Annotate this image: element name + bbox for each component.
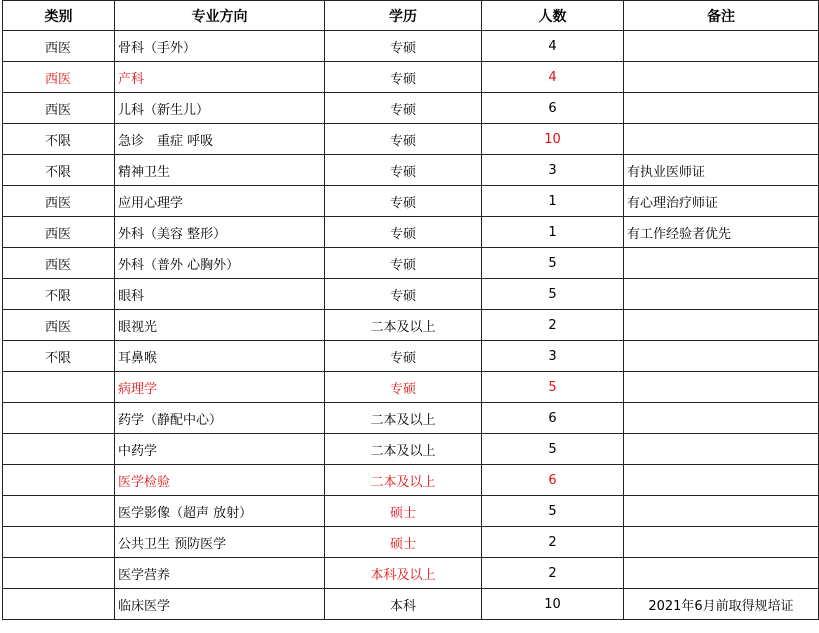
category-cell xyxy=(3,496,115,527)
education-cell: 硕士 xyxy=(325,527,482,558)
education-cell: 专硕 xyxy=(325,124,482,155)
note-cell xyxy=(624,465,819,496)
table-row xyxy=(3,372,819,403)
major-cell: 公共卫生 预防医学 xyxy=(115,527,325,558)
category-cell: 西医 xyxy=(3,31,115,62)
category-cell xyxy=(3,465,115,496)
education-cell: 专硕 xyxy=(325,372,482,403)
major-cell: 中药学 xyxy=(115,434,325,465)
note-cell xyxy=(624,434,819,465)
education-cell: 专硕 xyxy=(325,186,482,217)
count-cell: 5 xyxy=(482,372,624,403)
category-cell: 不限 xyxy=(3,124,115,155)
education-cell: 专硕 xyxy=(325,31,482,62)
note-cell xyxy=(624,558,819,589)
category-cell: 西医 xyxy=(3,217,115,248)
education-cell: 硕士 xyxy=(325,496,482,527)
table-row xyxy=(3,434,819,465)
count-cell: 4 xyxy=(482,31,624,62)
table-row xyxy=(3,341,819,372)
note-cell xyxy=(624,31,819,62)
table-row xyxy=(3,527,819,558)
note-cell xyxy=(624,93,819,124)
count-cell: 3 xyxy=(482,341,624,372)
table-body xyxy=(3,31,819,620)
category-cell: 不限 xyxy=(3,155,115,186)
major-cell: 眼科 xyxy=(115,279,325,310)
count-cell: 5 xyxy=(482,434,624,465)
education-cell: 专硕 xyxy=(325,341,482,372)
table-row xyxy=(3,155,819,186)
major-cell: 医学影像（超声 放射） xyxy=(115,496,325,527)
note-cell: 2021年6月前取得规培证 xyxy=(624,589,819,620)
education-cell: 专硕 xyxy=(325,93,482,124)
education-cell: 本科及以上 xyxy=(325,558,482,589)
table-row xyxy=(3,31,819,62)
category-cell: 西医 xyxy=(3,248,115,279)
major-cell: 眼视光 xyxy=(115,310,325,341)
category-cell: 西医 xyxy=(3,186,115,217)
table-row xyxy=(3,217,819,248)
table-row xyxy=(3,93,819,124)
count-cell: 6 xyxy=(482,403,624,434)
note-cell: 有心理治疗师证 xyxy=(624,186,819,217)
major-cell: 产科 xyxy=(115,62,325,93)
major-cell: 药学（静配中心） xyxy=(115,403,325,434)
major-cell: 病理学 xyxy=(115,372,325,403)
education-cell: 二本及以上 xyxy=(325,434,482,465)
note-cell xyxy=(624,62,819,93)
major-cell: 骨科（手外） xyxy=(115,31,325,62)
count-cell: 6 xyxy=(482,465,624,496)
note-cell: 有执业医师证 xyxy=(624,155,819,186)
major-cell: 儿科（新生儿） xyxy=(115,93,325,124)
education-cell: 二本及以上 xyxy=(325,403,482,434)
count-cell: 2 xyxy=(482,310,624,341)
major-cell: 医学检验 xyxy=(115,465,325,496)
count-cell: 1 xyxy=(482,186,624,217)
category-cell xyxy=(3,589,115,620)
count-cell: 4 xyxy=(482,62,624,93)
category-cell xyxy=(3,558,115,589)
major-cell: 急诊 重症 呼吸 xyxy=(115,124,325,155)
note-cell xyxy=(624,403,819,434)
category-cell: 西医 xyxy=(3,310,115,341)
count-cell: 5 xyxy=(482,279,624,310)
header-row xyxy=(3,1,819,31)
note-cell xyxy=(624,310,819,341)
table-row xyxy=(3,465,819,496)
table-row xyxy=(3,589,819,620)
count-cell: 2 xyxy=(482,527,624,558)
education-cell: 专硕 xyxy=(325,62,482,93)
table-row xyxy=(3,496,819,527)
count-cell: 3 xyxy=(482,155,624,186)
recruitment-table xyxy=(2,0,819,620)
header-category: 类别 xyxy=(3,1,115,31)
major-cell: 外科（普外 心胸外） xyxy=(115,248,325,279)
education-cell: 二本及以上 xyxy=(325,465,482,496)
header-count: 人数 xyxy=(482,1,624,31)
category-cell xyxy=(3,372,115,403)
header-note: 备注 xyxy=(624,1,819,31)
count-cell: 10 xyxy=(482,589,624,620)
note-cell xyxy=(624,341,819,372)
table-row xyxy=(3,403,819,434)
category-cell: 不限 xyxy=(3,341,115,372)
table-row xyxy=(3,186,819,217)
education-cell: 专硕 xyxy=(325,248,482,279)
note-cell xyxy=(624,527,819,558)
note-cell xyxy=(624,372,819,403)
header-major: 专业方向 xyxy=(115,1,325,31)
count-cell: 1 xyxy=(482,217,624,248)
education-cell: 专硕 xyxy=(325,217,482,248)
table-row xyxy=(3,62,819,93)
category-cell: 不限 xyxy=(3,279,115,310)
category-cell: 西医 xyxy=(3,62,115,93)
count-cell: 5 xyxy=(482,248,624,279)
major-cell: 耳鼻喉 xyxy=(115,341,325,372)
major-cell: 应用心理学 xyxy=(115,186,325,217)
table-row xyxy=(3,124,819,155)
table-row xyxy=(3,558,819,589)
major-cell: 临床医学 xyxy=(115,589,325,620)
education-cell: 二本及以上 xyxy=(325,310,482,341)
education-cell: 本科 xyxy=(325,589,482,620)
category-cell xyxy=(3,527,115,558)
count-cell: 6 xyxy=(482,93,624,124)
header-education: 学历 xyxy=(325,1,482,31)
major-cell: 外科（美容 整形） xyxy=(115,217,325,248)
count-cell: 2 xyxy=(482,558,624,589)
count-cell: 10 xyxy=(482,124,624,155)
category-cell xyxy=(3,434,115,465)
count-cell: 5 xyxy=(482,496,624,527)
education-cell: 专硕 xyxy=(325,279,482,310)
major-cell: 精神卫生 xyxy=(115,155,325,186)
major-cell: 医学营养 xyxy=(115,558,325,589)
note-cell xyxy=(624,496,819,527)
category-cell: 西医 xyxy=(3,93,115,124)
note-cell xyxy=(624,279,819,310)
table-row xyxy=(3,310,819,341)
table-row xyxy=(3,279,819,310)
education-cell: 专硕 xyxy=(325,155,482,186)
note-cell xyxy=(624,248,819,279)
table-row xyxy=(3,248,819,279)
note-cell xyxy=(624,124,819,155)
note-cell: 有工作经验者优先 xyxy=(624,217,819,248)
category-cell xyxy=(3,403,115,434)
